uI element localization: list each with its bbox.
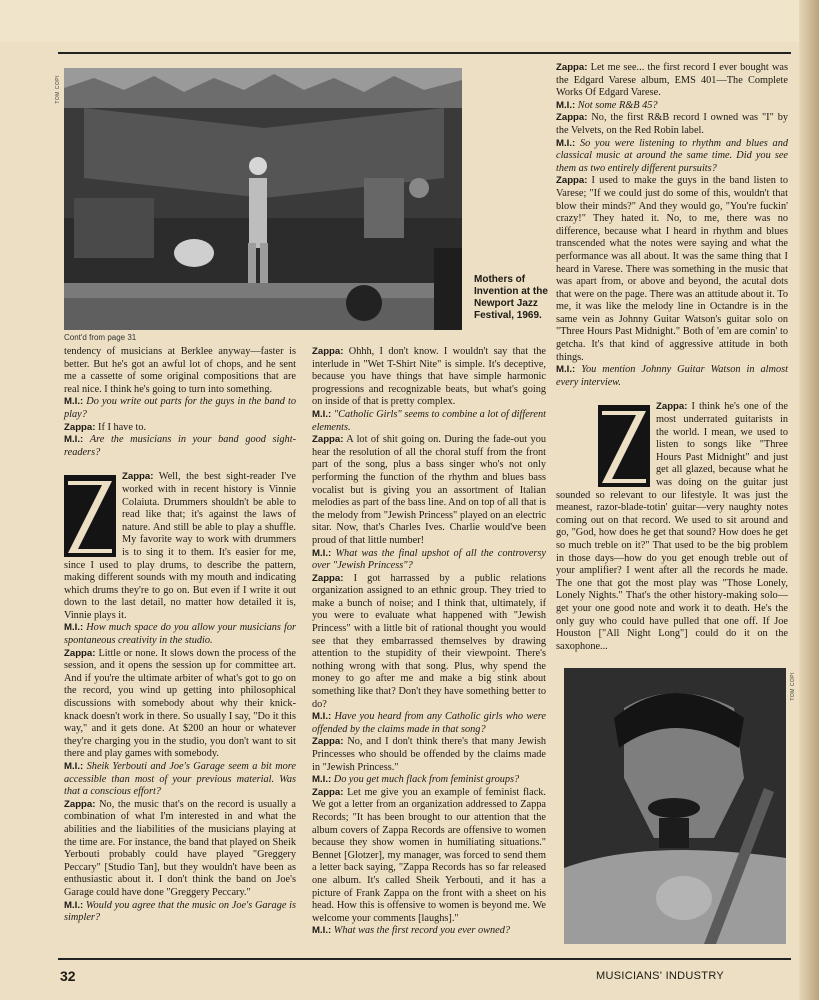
column-1 (64, 346, 296, 925)
photo-credit: TOM COPI (55, 75, 61, 104)
question-text: Have you heard from any Catholic girls who were offended by the claims made in that song? (312, 711, 546, 735)
speaker-label: Zappa: (312, 434, 344, 446)
top-rule (58, 52, 791, 54)
page-fold-shadow (799, 0, 819, 1000)
dropcap-z (598, 405, 650, 487)
answer-text: I used to make the guys in the band listen to Varese; "If we could just do some of this, wouldn't that blow their minds?" And they would go, "You're fuckin' crazy!" They hated it. No, to me, there was no difference, because what I heard in rhythm and blues transcended what the notes were saying and what the performance was all about. It was the same thing that I heard in Varese. There was something in the music that was apart from, or above and beyond, the acutal dots that were on the page. There was an attitude about it. To me, it was like the melody line in Octandre is in the same vein as Johnny Guitar Watson's guitar solo on "Three Hours Past Midnight." Both of 'em are comin' to getcha. It's that kind of aggressive attitude in both things. (556, 175, 788, 363)
question-text: Sheik Yerbouti and Joe's Garage seem a bit more accessible than most of your previous material. Was that a conscious effort? (64, 761, 296, 798)
question-text: Not some R&B 45? (577, 99, 658, 111)
bottom-rule (58, 958, 791, 960)
speaker-label: M.I.: (64, 622, 84, 634)
question-text: So you were listening to rhythm and blues and classical music at around the same time. Did you see them as two entirely different pursuits? (556, 137, 789, 174)
photo-credit: TOM COPI (790, 672, 796, 701)
paragraph: tendency of musicians at Berklee anyway—faster is better. But he's got an awful lot of chops, and he sent me a cassette of some original compositions that are real nice. I think he's going to turn into something. (64, 346, 296, 395)
speaker-label: Zappa: (122, 471, 154, 483)
speaker-label: M.I.: (64, 396, 84, 408)
band-stage-photo (64, 68, 462, 330)
question-text: Are the musicians in your band good sight-readers? (64, 434, 296, 458)
answer-text: No, the first R&B record I owned was "I" by the Velvets, on the Red Robin label. (556, 112, 789, 136)
page-number: 32 (60, 968, 76, 984)
question-text: Would you agree that the music on Joe's Garage is simpler? (64, 899, 297, 924)
speaker-label: M.I.: (556, 99, 576, 111)
speaker-label: M.I.: (312, 547, 332, 559)
question-text: What was the final upshot of all the controversy over "Jewish Princess"? (312, 547, 546, 572)
column-3 (556, 62, 788, 653)
speaker-label: Zappa: (656, 401, 688, 413)
top-margin (0, 0, 819, 42)
answer-text: Let me see... the first record I ever bought was the Edgard Varese album, EMS 401—The Complete Works Of Edgard Varese. (556, 62, 788, 99)
speaker-label: M.I.: (312, 711, 332, 723)
answer-text: I think he's one of the most underrated guitarists in the world. I mean, we used to listen to songs like "Three Hours Past Midnight" and just get all glazed, because what he was doing on the guitar just sounded so relevant to our lifestyle. It was just the meanest, razor-blade-totin' guitar—very naughty notes coming out on that record. We used to sit around and go, "God, how does he get that sound? How does he get so much treble on it?" That used to be the big problem in those days—how do you get enough treble out of your amplifier? I went after all the records he made. The one that got the most play was "Those Lonely, Lonely Nights." That's the other history-making solo—get your one good note and work it to death. He's the only guy who could have pulled that one off. If Joe Houston ["All Night Long"] could do it on the saxophone... (556, 401, 788, 652)
speaker-label: Zappa: (556, 62, 588, 73)
answer-text: If I have to. (98, 421, 147, 433)
speaker-label: M.I.: (64, 434, 84, 446)
answer-text: Well, the best sight-reader I've worked with in recent history is Vinnie Colaiuta. Drummers shouldn't be able to read like that; it's against the laws of nature. And still be able to play a shuffle. My favorite way to work with drummers is to sing it to them. It's easier for me, since I used to play drums, to describe the pattern, making different sounds with my mouth and indicating which drums they're to go on. But even if I write it out down to the last detail, no matter how detailed it is, Vinnie plays it. (64, 471, 296, 621)
speaker-label: Zappa: (64, 647, 96, 659)
question-text: What was the first record you ever owned? (333, 925, 511, 937)
dropcap-z (64, 475, 116, 557)
speaker-label: Zappa: (312, 572, 344, 584)
speaker-label: Zappa: (64, 798, 96, 810)
speaker-label: M.I.: (312, 774, 332, 786)
question-text: How much space do you allow your musicians for spontaneous creativity in the studio. (64, 622, 296, 647)
column-2 (312, 346, 546, 938)
speaker-label: Zappa: (64, 421, 96, 433)
question-text: Do you get much flack from feminist groups? (333, 774, 520, 786)
speaker-label: Zappa: (312, 346, 344, 357)
speaker-label: M.I.: (556, 364, 576, 376)
answer-text: Let me give you an example of feminist flack. We got a letter from an organization addressed to Zappa Records; "It has been brought to our attention that the album covers of Zappa Records are offensive to women because they show women in humiliating situations." Bennet [Glotzer], my manager, was forced to send them a letter back saying, "Zappa Records has so far released one album. It's called Sheik Yerbouti, and it has a picture of Frank Zappa on the front with a sheet on his head. How this is offensive to women is beyond me. We welcome your comments [laughs]." (312, 786, 547, 924)
speaker-label: Zappa: (312, 786, 344, 798)
question-text: You mention Johnny Guitar Watson in almost every interview. (556, 364, 789, 388)
continued-note: Cont'd from page 31 (64, 333, 137, 342)
question-text: "Catholic Girls" seems to combine a lot of different elements. (312, 408, 546, 433)
speaker-label: M.I.: (64, 761, 84, 772)
photo-caption: Mothers of Invention at the Newport Jazz Festival, 1969. (474, 274, 548, 321)
speaker-label: M.I.: (312, 925, 332, 937)
answer-text: No, the music that's on the record is usually a combination of what I'm interested in and what the abilities and the liabilities of the musicians playing at the time are. For instance, the band that played on Sheik Yerbouti probably could have played "Greggery Peccary" [Studio Tan], but they wouldn't have been as enthusiastic about it. I don't think the band on Joe's Garage could have done "Greggery Peccary." (64, 798, 296, 898)
answer-text: I got harrassed by a public relations organization assigned to an ethnic group. They tried to make a bunch of noise; and I think that, ultimately, if you were to evaluate what happened with "Jewish Princess" with a little bit of rational thought you would see that they embarrassed themselves by drawing attention to the stupidity of their viewpoint. There's nothing wrong with that song. Plus, why spend the money to go after me and make a big stink about something like that? Don't they have something better to do? (312, 572, 546, 710)
speaker-label: Zappa: (312, 736, 344, 748)
question-text: Do you write out parts for the guys in the band to play? (64, 396, 296, 420)
speaker-label: M.I.: (556, 137, 576, 149)
answer-text: Little or none. It slows down the process of the session, and it opens the session up for committee art. And if you're the ultimate arbiter of what's got to go on the record, you wind up getting into philosophical discussions with somebody about why their knick-knack doesn't work in there. So usually I say, "Do it this way," and it gets done. At $200 an hour or whatever they're charging you in the studio, you don't want to sit there and play games with somebody. (64, 647, 296, 760)
answer-text: Ohhh, I don't know. I wouldn't say that the interlude in "Wet T-Shirt Nite" is simple. It's deceptive, because you have things that have simple harmonic progressions and recognizable beats, but what's going on inside of that is pretty complex. (312, 346, 546, 408)
speaker-label: Zappa: (556, 175, 588, 187)
speaker-label: M.I.: (64, 899, 84, 911)
speaker-label: M.I.: (312, 408, 332, 420)
answer-text: No, and I don't think there's that many Jewish Princesses who should be offended by the claims made in "Jewish Princess." (312, 736, 546, 773)
publication-name: MUSICIANS' INDUSTRY (596, 970, 724, 982)
speaker-label: Zappa: (556, 112, 588, 124)
zappa-portrait-photo (564, 668, 786, 944)
answer-text: A lot of shit going on. During the fade-out you hear the resolution of all the choral stuff from the front part of the song, plus a bass singer who's not only performing the function of the rhythm and blues bass vocalist but is giving you an assortment of Italian melodies as part of the bass line. And on top of all that is the melody from "Jewish Princess" played on an electric sitar. Now, that's Charles Ives. Charlie would've been proud of that little number! (312, 434, 546, 546)
